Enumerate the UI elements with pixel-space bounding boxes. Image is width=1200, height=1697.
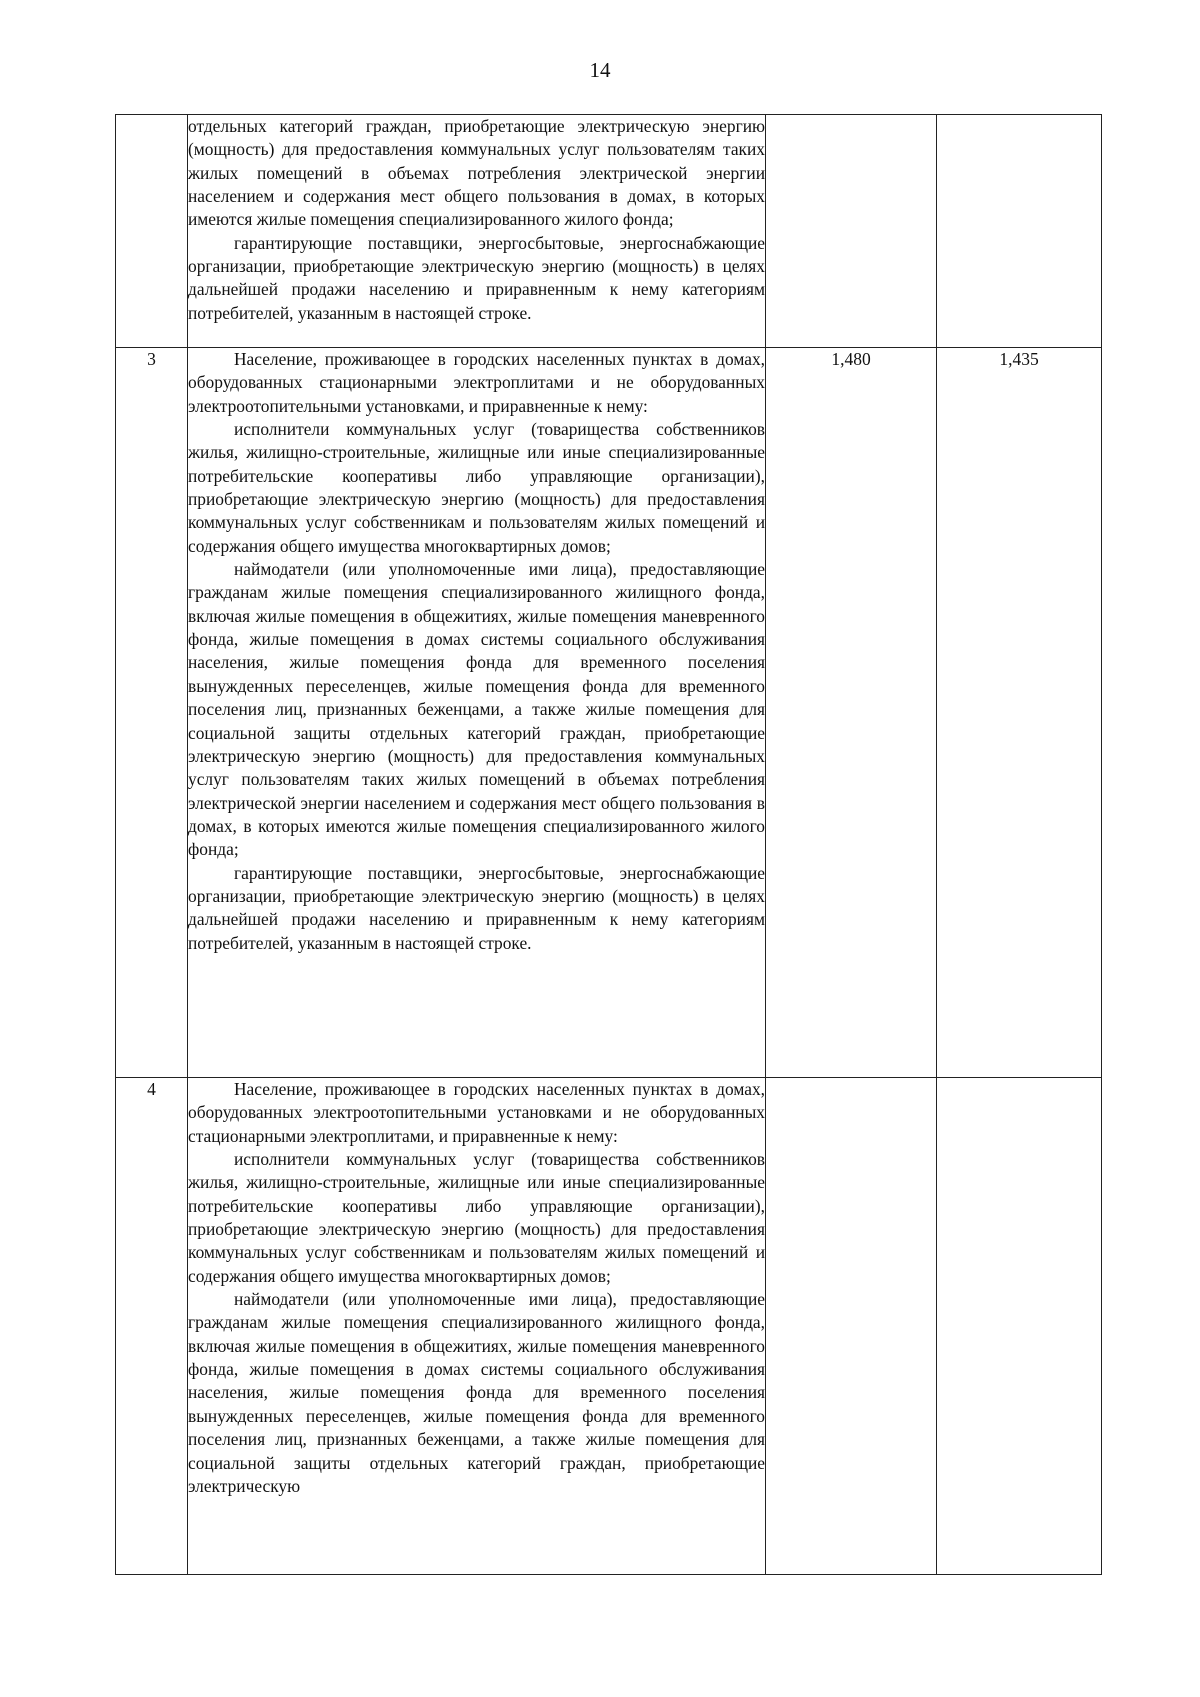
paragraph: отдельных категорий граждан, приобретающие электрическую энергию (мощность) для предоставления коммунальных услуг пользователям таких жилых помещений в объемах потребления электрической энергии населением и содержания мест общего пользования в домах, в которых имеются жилые помещения специализированного жилого фонда;	[188, 116, 765, 230]
value-cell-2	[937, 115, 1102, 348]
paragraph: исполнители коммунальных услуг (товарищества собственников жилья, жилищно-строительные, жилищные или иные специализированные потребительские кооперативы либо управляющие организации), приобретающие электрическую энергию (мощность) для предоставления коммунальных услуг собственникам и пользователям жилых помещений и содержания общего имущества многоквартирных домов;	[188, 1149, 765, 1286]
value-cell-1	[766, 1078, 937, 1575]
tariff-table	[115, 114, 1102, 1575]
row-description-cell	[188, 348, 766, 1078]
table-row-continuation	[116, 115, 1102, 348]
value-cell-2: 1,435	[937, 348, 1102, 1078]
paragraph: гарантирующие поставщики, энергосбытовые, энергоснабжающие организации, приобретающие электрическую энергию (мощность) в целях дальнейшей продажи населению и приравненным к нему категориям потребителей, указанным в настоящей строке.	[188, 862, 765, 953]
row-number-cell	[116, 115, 188, 348]
paragraph: наймодатели (или уполномоченные ими лица), предоставляющие гражданам жилые помещения специализированного жилищного фонда, включая жилые помещения в общежитиях, жилые помещения маневренного фонда, жилые помещения в домах системы социального обслуживания населения, жилые помещения фонда для временного поселения вынужденных переселенцев, жилые помещения фонда для временного поселения лиц, признанных беженцами, а также жилые помещения для социальной защиты отдельных категорий граждан, приобретающие электрическую	[188, 1289, 765, 1496]
page-number: 14	[589, 58, 611, 82]
value-cell-1	[766, 115, 937, 348]
row-number-cell: 4	[116, 1078, 188, 1575]
paragraph: Население, проживающее в городских населенных пунктах в домах, оборудованных электроотопительными установками и не оборудованных стационарными электроплитами, и приравненные к нему:	[188, 1079, 765, 1146]
table-row-3	[116, 348, 1102, 1078]
paragraph: наймодатели (или уполномоченные ими лица), предоставляющие гражданам жилые помещения специализированного жилищного фонда, включая жилые помещения в общежитиях, жилые помещения маневренного фонда, жилые помещения в домах системы социального обслуживания населения, жилые помещения фонда для временного поселения вынужденных переселенцев, жилые помещения фонда для временного поселения лиц, признанных беженцами, а также жилые помещения для социальной защиты отдельных категорий граждан, приобретающие электрическую энергию (мощность) для предоставления коммунальных услуг пользователям таких жилых помещений в объемах потребления электрической энергии населением и содержания мест общего пользования в домах, в которых имеются жилые помещения специализированного жилого фонда;	[188, 559, 765, 860]
value-cell-1: 1,480	[766, 348, 937, 1078]
value-cell-2	[937, 1078, 1102, 1575]
paragraph: исполнители коммунальных услуг (товарищества собственников жилья, жилищно-строительные, жилищные или иные специализированные потребительские кооперативы либо управляющие организации), приобретающие электрическую энергию (мощность) для предоставления коммунальных услуг собственникам и пользователям жилых помещений и содержания общего имущества многоквартирных домов;	[188, 419, 765, 556]
paragraph: Население, проживающее в городских населенных пунктах в домах, оборудованных стационарными электроплитами и не оборудованных электроотопительными установками, и приравненные к нему:	[188, 349, 765, 416]
row-description-cell	[188, 1078, 766, 1575]
paragraph: гарантирующие поставщики, энергосбытовые, энергоснабжающие организации, приобретающие электрическую энергию (мощность) в целях дальнейшей продажи населению и приравненным к нему категориям потребителей, указанным в настоящей строке.	[188, 232, 765, 323]
row-description-cell	[188, 115, 766, 348]
table-row-4	[116, 1078, 1102, 1575]
row-number-cell: 3	[116, 348, 188, 1078]
